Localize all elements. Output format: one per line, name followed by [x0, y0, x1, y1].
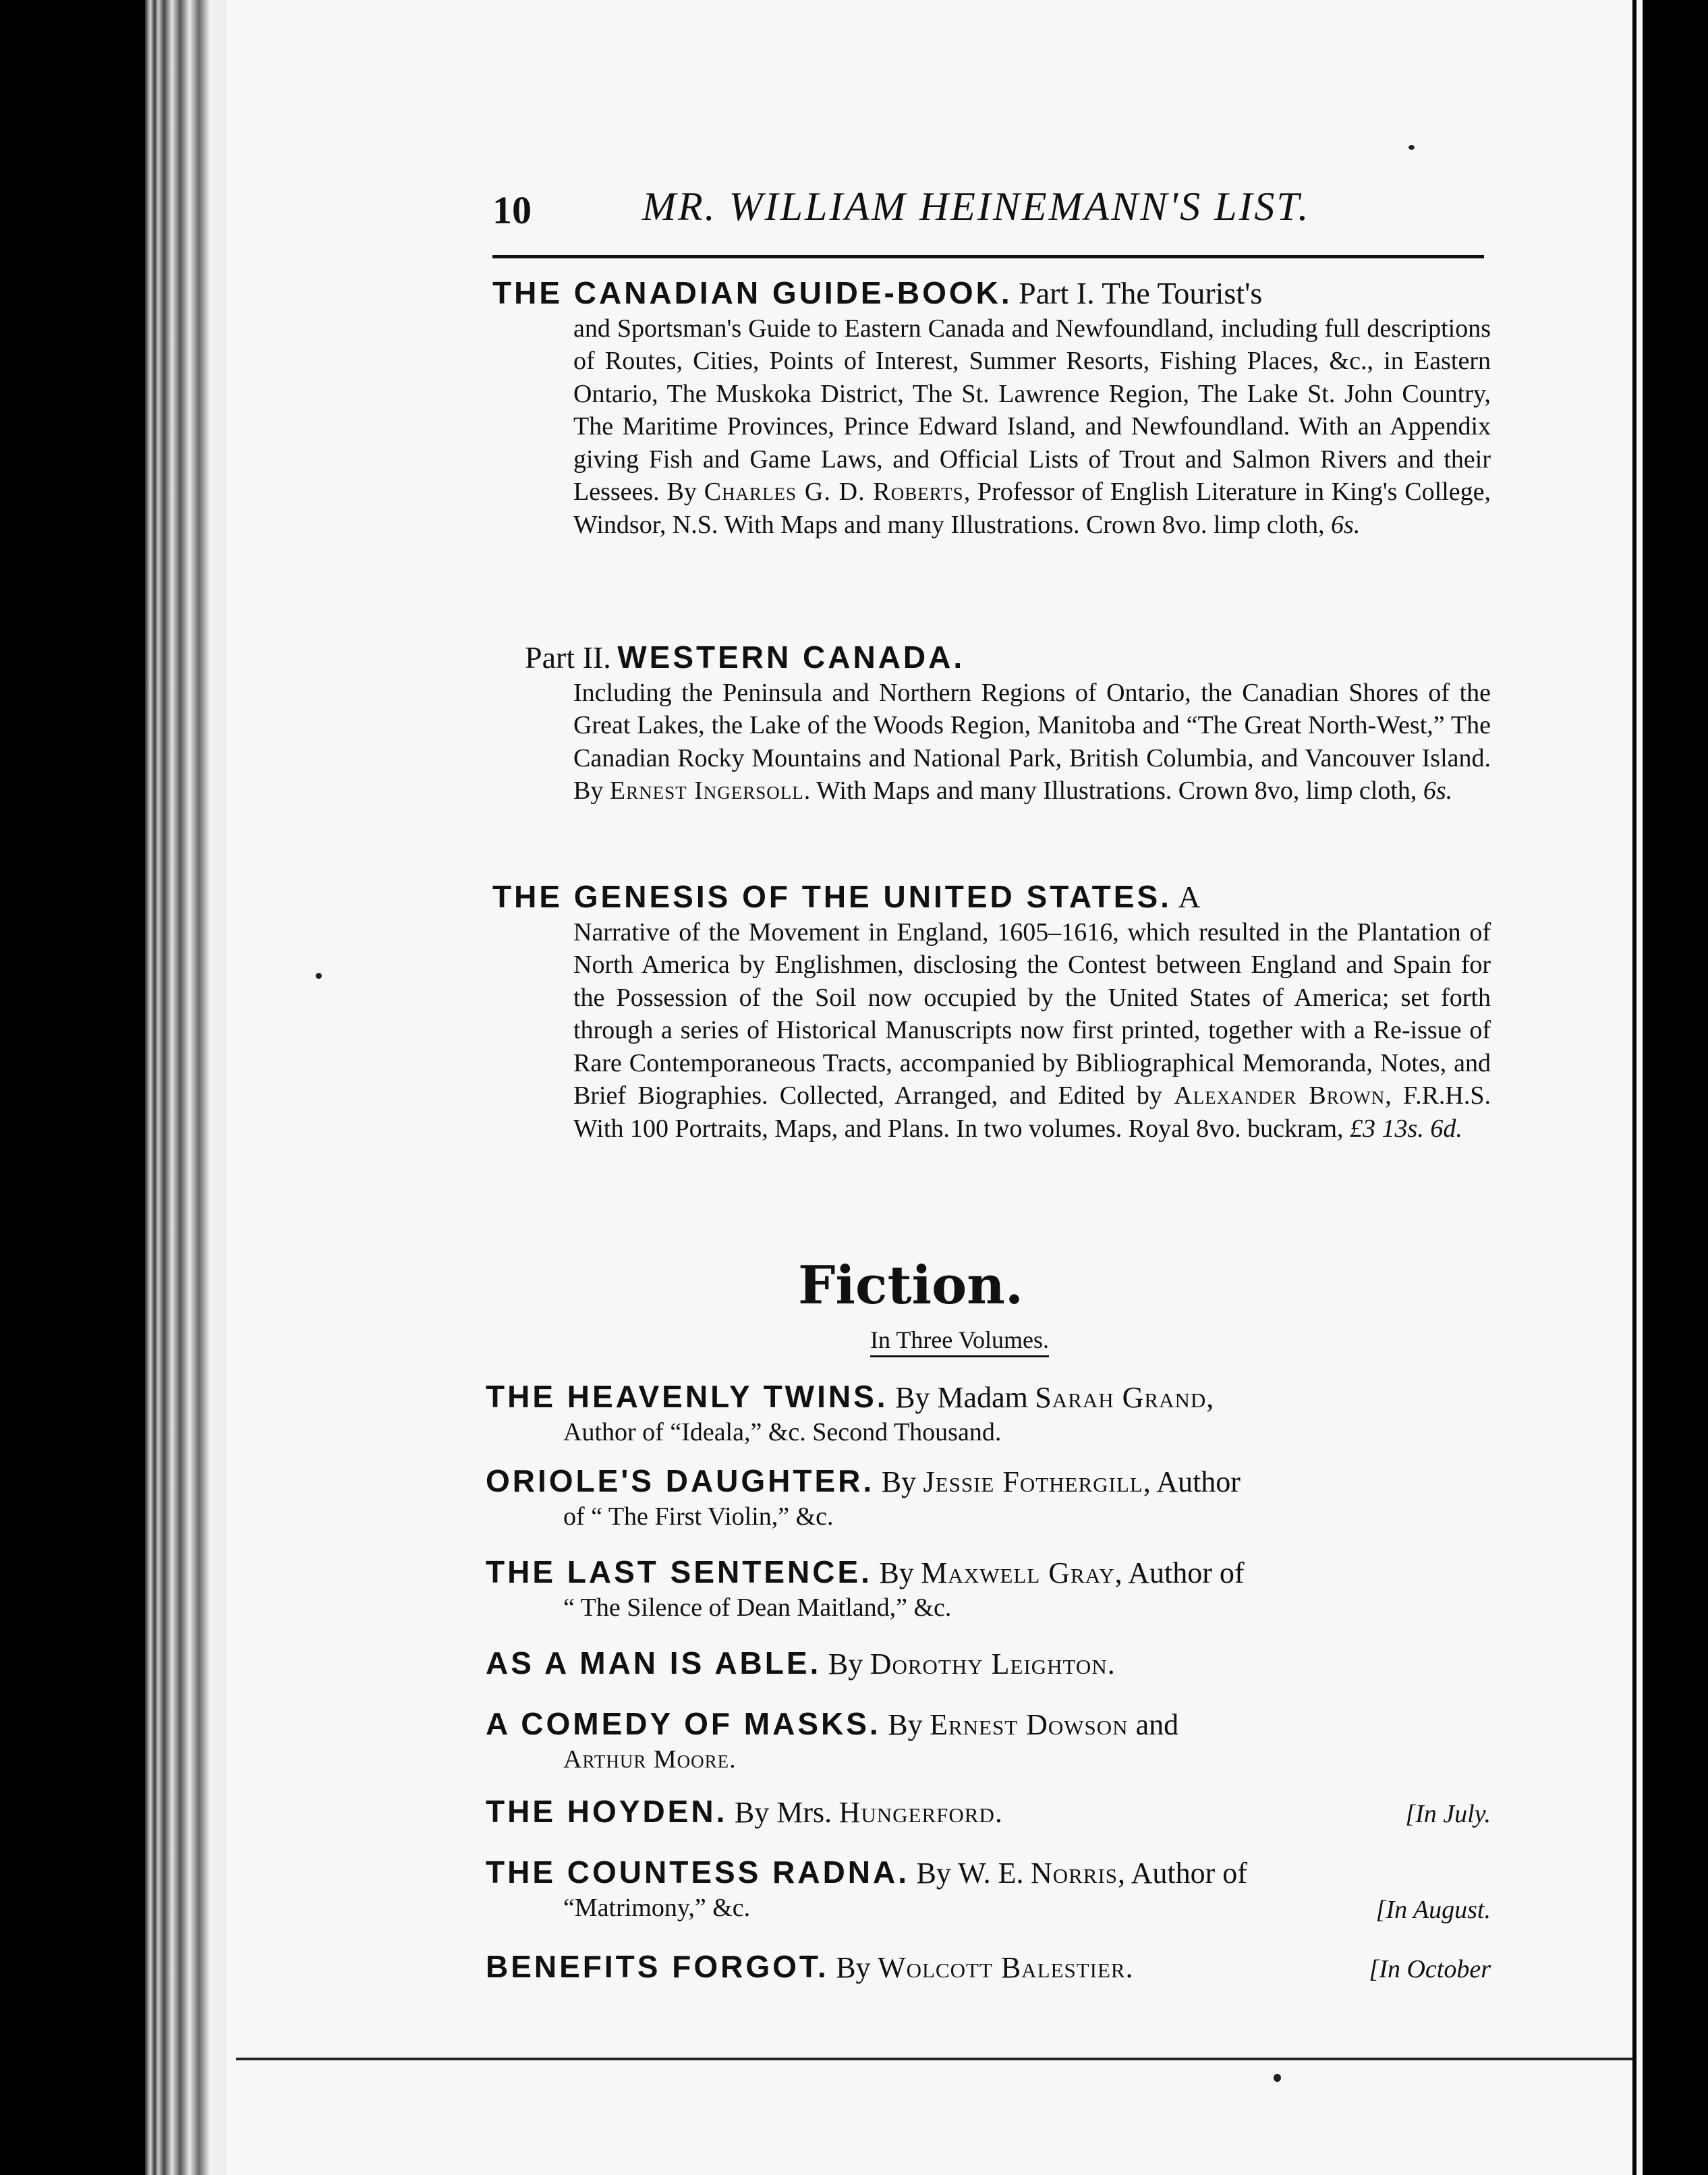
entry-text: Including the Peninsula and Northern Regions of Ontario, the Canadian Shores of the Great Lakes, the Lake of the Woods Region, Manitoba and “The Great North-West,” The Canadian Rocky Mountains and National Park, British Columbia, and Vancouver Island. By	[573, 678, 1491, 805]
fiction-item-author: Maxwell Gray	[921, 1556, 1115, 1589]
speck	[316, 973, 322, 979]
section-title: Fiction.	[797, 1255, 1024, 1316]
entry-title: WESTERN CANADA.	[617, 640, 965, 675]
fiction-item-tail: , Author	[1143, 1465, 1241, 1498]
section-subtitle: In Three Volumes.	[870, 1326, 1049, 1357]
fiction-item-title: ORIOLE'S DAUGHTER.	[486, 1463, 875, 1498]
fiction-item	[486, 1795, 1491, 1830]
fiction-item-title: THE HEAVENLY TWINS.	[486, 1379, 888, 1414]
fiction-item-note: [In July.	[1405, 1800, 1491, 1828]
fiction-item-author: Hungerford	[838, 1796, 995, 1829]
fiction-item-by: By Madam	[895, 1381, 1028, 1414]
fiction-item-title: AS A MAN IS ABLE.	[486, 1645, 822, 1680]
entry-price: 6s.	[1423, 776, 1453, 805]
fiction-item-by: By	[888, 1708, 923, 1741]
fiction-item-note: [In October	[1369, 1955, 1491, 1983]
entry-text: , Professor of English Literature in King's College, Windsor, N.S. With Maps and many Illustrations. Crown 8vo. limp cloth,	[573, 478, 1491, 539]
entry-title: THE GENESIS OF THE UNITED STATES.	[492, 879, 1172, 914]
fiction-item-by: By	[881, 1465, 917, 1498]
fiction-item-by: By W. E.	[916, 1857, 1024, 1890]
entry-text: and Sportsman's Guide to Eastern Canada and Newfoundland, including full descriptions of Routes, Cities, Points of Interest, Summer Resorts, Fishing Places, &c., in Eastern Ontario, The Muskoka District, The St. Lawrence Region, The Lake St. John Country, The Maritime Provinces, Prince Edward Island, and Newfoundland. With an Appendix giving Fish and Game Laws, and Official Lists of Trout and Salmon Rivers and their Lessees. By	[573, 314, 1491, 506]
fiction-item-title: BENEFITS FORGOT.	[486, 1949, 829, 1984]
fiction-item-tail: ,	[1206, 1381, 1214, 1414]
fiction-item	[486, 1646, 1491, 1682]
fiction-item-tail: .	[1125, 1951, 1133, 1984]
entry-text: . With Maps and many Illustrations. Crown 8vo, limp cloth,	[803, 776, 1417, 805]
fiction-item-tail: .	[994, 1796, 1002, 1829]
fiction-item-title: THE LAST SENTENCE.	[486, 1554, 872, 1589]
fiction-item-by: By	[828, 1647, 863, 1680]
fiction-item-subline: “ The Silence of Dean Maitland,” &c.	[563, 1593, 952, 1622]
entry-price: £3 13s. 6d.	[1350, 1114, 1462, 1143]
entry-lead: Part I. The Tourist's	[1019, 276, 1263, 310]
entry-canadian-guide-part1	[492, 277, 1491, 541]
header-rule	[492, 255, 1484, 258]
fiction-item	[486, 1380, 1491, 1449]
fiction-item-tail: .	[1107, 1647, 1115, 1680]
fiction-item-title: A COMEDY OF MASKS.	[486, 1706, 881, 1741]
fiction-item-author: Sarah Grand	[1035, 1381, 1207, 1414]
entry-lead: A	[1178, 880, 1201, 914]
entry-author: Ernest Ingersoll	[609, 776, 804, 805]
fiction-item	[486, 1950, 1491, 1985]
fiction-item	[486, 1555, 1491, 1625]
fiction-item-note: [In August.	[1375, 1896, 1491, 1924]
speck	[1274, 2074, 1281, 2082]
right-margin-dark	[1643, 0, 1708, 2175]
fiction-item-author: Wolcott Balestier	[878, 1951, 1126, 1984]
fiction-item-author: Dorothy Leighton	[870, 1647, 1108, 1680]
fiction-item-tail: , Author of	[1114, 1556, 1245, 1589]
fiction-item-by: By	[836, 1951, 871, 1984]
speck	[1408, 145, 1415, 150]
fiction-item-author: Jessie Fothergill	[923, 1465, 1143, 1498]
fiction-item	[486, 1855, 1491, 1925]
fiction-item-tail: and	[1128, 1708, 1179, 1741]
fiction-item-subline: Arthur Moore.	[563, 1745, 737, 1774]
running-head: MR. WILLIAM HEINEMANN'S LIST.	[642, 184, 1311, 229]
entry-text: , F.R.H.S. With 100 Portraits, Maps, and Plans. In two volumes. Royal 8vo. buckram,	[573, 1081, 1491, 1143]
fiction-item-subline: “Matrimony,” &c.	[563, 1894, 751, 1922]
entry-body	[492, 312, 1491, 542]
fiction-item-subline: Author of “Ideala,” &c. Second Thousand.	[563, 1418, 1002, 1446]
entry-genesis	[492, 880, 1491, 1145]
entry-author: Charles G. D. Roberts	[704, 478, 964, 506]
fiction-item-by: By Mrs.	[734, 1796, 832, 1829]
fiction-item-by: By	[879, 1556, 914, 1589]
fiction-item-author: Ernest Dowson	[930, 1708, 1129, 1741]
entry-part-label: Part II.	[525, 640, 611, 675]
entry-title: THE CANADIAN GUIDE-BOOK.	[492, 275, 1013, 310]
fiction-item-title: THE HOYDEN.	[486, 1794, 728, 1829]
book-spine-shadow	[0, 0, 145, 2175]
entry-text: Narrative of the Movement in England, 1605–1616, which resulted in the Plantation of North America by Englishmen, disclosing the Contest between England and Spain for the Possession of the Soil now occupied by the United States of America; set forth through a series of Historical Manuscripts now first printed, together with a Re-issue of Rare Contemporaneous Tracts, accompanied by Bibliographical Memoranda, Notes, and Brief Biographies. Collected, Arranged, and Edited by	[573, 917, 1491, 1110]
entry-price: 6s.	[1331, 510, 1361, 539]
page-number: 10	[492, 188, 532, 232]
page-stack-edges	[145, 0, 226, 2175]
entry-body	[492, 916, 1491, 1146]
fiction-item-title: THE COUNTESS RADNA.	[486, 1855, 910, 1890]
entry-author: Alexander Brown	[1174, 1081, 1386, 1110]
entry-body	[492, 677, 1491, 808]
fiction-item	[486, 1707, 1491, 1776]
fiction-item-author: Norris	[1030, 1857, 1118, 1890]
page-header	[492, 181, 1484, 235]
fiction-item-tail: , Author of	[1118, 1857, 1247, 1890]
bottom-page-border	[236, 2058, 1632, 2060]
entry-canadian-guide-part2	[492, 641, 1491, 808]
right-page-border	[1632, 0, 1636, 2175]
fiction-item-subline: of “ The First Violin,” &c.	[563, 1502, 834, 1531]
fiction-item	[486, 1464, 1491, 1533]
